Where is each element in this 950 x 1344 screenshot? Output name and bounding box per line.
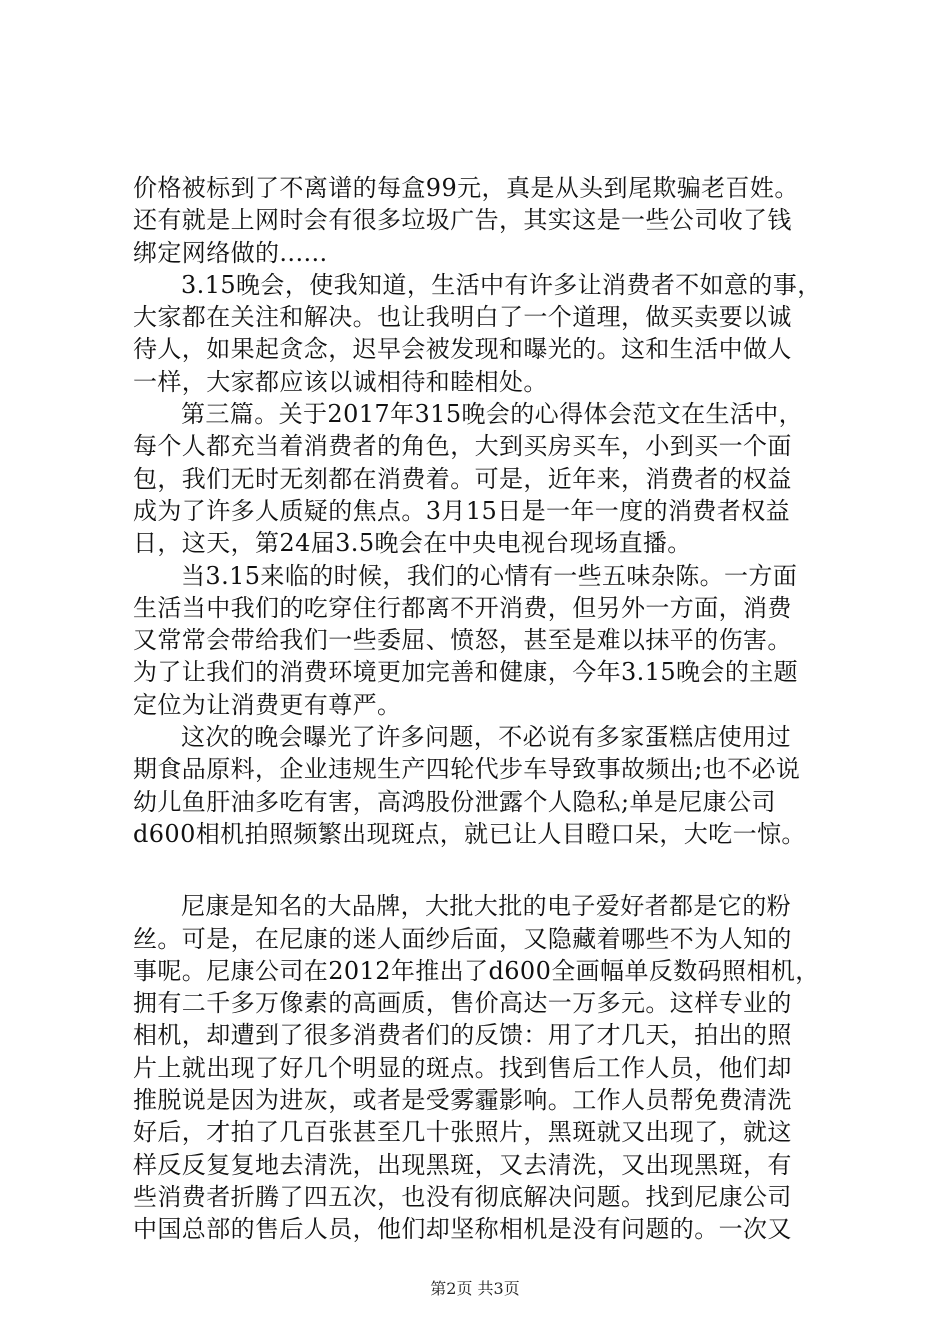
paragraph xyxy=(133,560,833,721)
paragraph xyxy=(133,890,833,1245)
text-line: 为了让我们的消费环境更加完善和健康，今年3.15晚会的主题 xyxy=(133,658,799,687)
text-line: 生活当中我们的吃穿住行都离不开消费，但另外一方面，消费 xyxy=(133,593,792,622)
text-line: 样反反复复地去清洗，出现黑斑，又去清洗，又出现黑斑，有 xyxy=(133,1150,792,1179)
text-line: 每个人都充当着消费者的角色，大到买房买车，小到买一个面 xyxy=(133,432,792,461)
text-line: 定位为让消费更有尊严。 xyxy=(133,690,402,719)
text-line: 当3.15来临的时候，我们的心情有一些五味杂陈。一方面 xyxy=(181,561,798,590)
text-line: 幼儿鱼肝油多吃有害，高鸿股份泄露个人隐私;单是尼康公司 xyxy=(133,787,776,816)
text-line: 还有就是上网时会有很多垃圾广告，其实这是一些公司收了钱 xyxy=(133,206,792,235)
paragraph-gap xyxy=(133,850,833,890)
text-line: 3.15晚会，使我知道，生活中有许多让消费者不如意的事， xyxy=(181,270,822,299)
text-line: 相机，却遭到了很多消费者们的反馈：用了才几天，拍出的照 xyxy=(133,1021,792,1050)
text-line: 大家都在关注和解决。也让我明白了一个道理，做买卖要以诚 xyxy=(133,303,792,332)
text-line: 尼康是知名的大品牌，大批大批的电子爱好者都是它的粉 xyxy=(181,892,791,921)
text-line: 这次的晚会曝光了许多问题，不必说有多家蛋糕店使用过 xyxy=(181,723,791,752)
text-line: 好后，才拍了几百张甚至几十张照片，黑斑就又出现了，就这 xyxy=(133,1118,792,1147)
paragraph xyxy=(133,269,833,398)
text-line: 包，我们无时无刻都在消费着。可是，近年来，消费者的权益 xyxy=(133,464,792,493)
paragraph xyxy=(133,398,833,559)
text-line: 期食品原料，企业违规生产四轮代步车导致事故频出;也不必说 xyxy=(133,755,801,784)
text-line: 又常常会带给我们一些委屈、愤怒，甚至是难以抹平的伤害。 xyxy=(133,626,792,655)
text-line: 待人，如果起贪念，迟早会被发现和曝光的。这和生活中做人 xyxy=(133,335,792,364)
paragraph-continuation xyxy=(133,172,833,269)
text-line: 一样，大家都应该以诚相待和睦相处。 xyxy=(133,367,548,396)
text-line: 些消费者折腾了四五次，也没有彻底解决问题。找到尼康公司 xyxy=(133,1182,792,1211)
body-text xyxy=(133,172,833,1246)
text-line: 日，这天，第24届3.5晚会在中央电视台现场直播。 xyxy=(133,529,692,558)
text-line: 片上就出现了好几个明显的斑点。找到售后工作人员，他们却 xyxy=(133,1053,792,1082)
text-line: d600相机拍照频繁出现斑点，就已让人目瞪口呆，大吃一惊。 xyxy=(133,819,806,848)
paragraph xyxy=(133,721,833,850)
page-number-footer: 第2页 共3页 xyxy=(430,1279,520,1298)
text-line: 拥有二千多万像素的高画质，售价高达一万多元。这样专业的 xyxy=(133,989,792,1018)
text-line: 绑定网络做的...... xyxy=(133,238,328,267)
text-line: 成为了许多人质疑的焦点。3月15日是一年一度的消费者权益 xyxy=(133,496,791,525)
text-line: 第三篇。关于2017年315晚会的心得体会范文在生活中， xyxy=(181,400,804,429)
text-line: 推脱说是因为进灰，或者是受雾霾影响。工作人员帮免费清洗 xyxy=(133,1086,792,1115)
text-line: 事呢。尼康公司在2012年推出了d600全画幅单反数码照相机， xyxy=(133,956,820,985)
text-line: 中国总部的售后人员，他们却坚称相机是没有问题的。一次又 xyxy=(133,1215,792,1244)
text-line: 丝。可是，在尼康的迷人面纱后面，又隐藏着哪些不为人知的 xyxy=(133,924,792,953)
text-line: 价格被标到了不离谱的每盒99元，真是从头到尾欺骗老百姓。 xyxy=(133,174,799,202)
